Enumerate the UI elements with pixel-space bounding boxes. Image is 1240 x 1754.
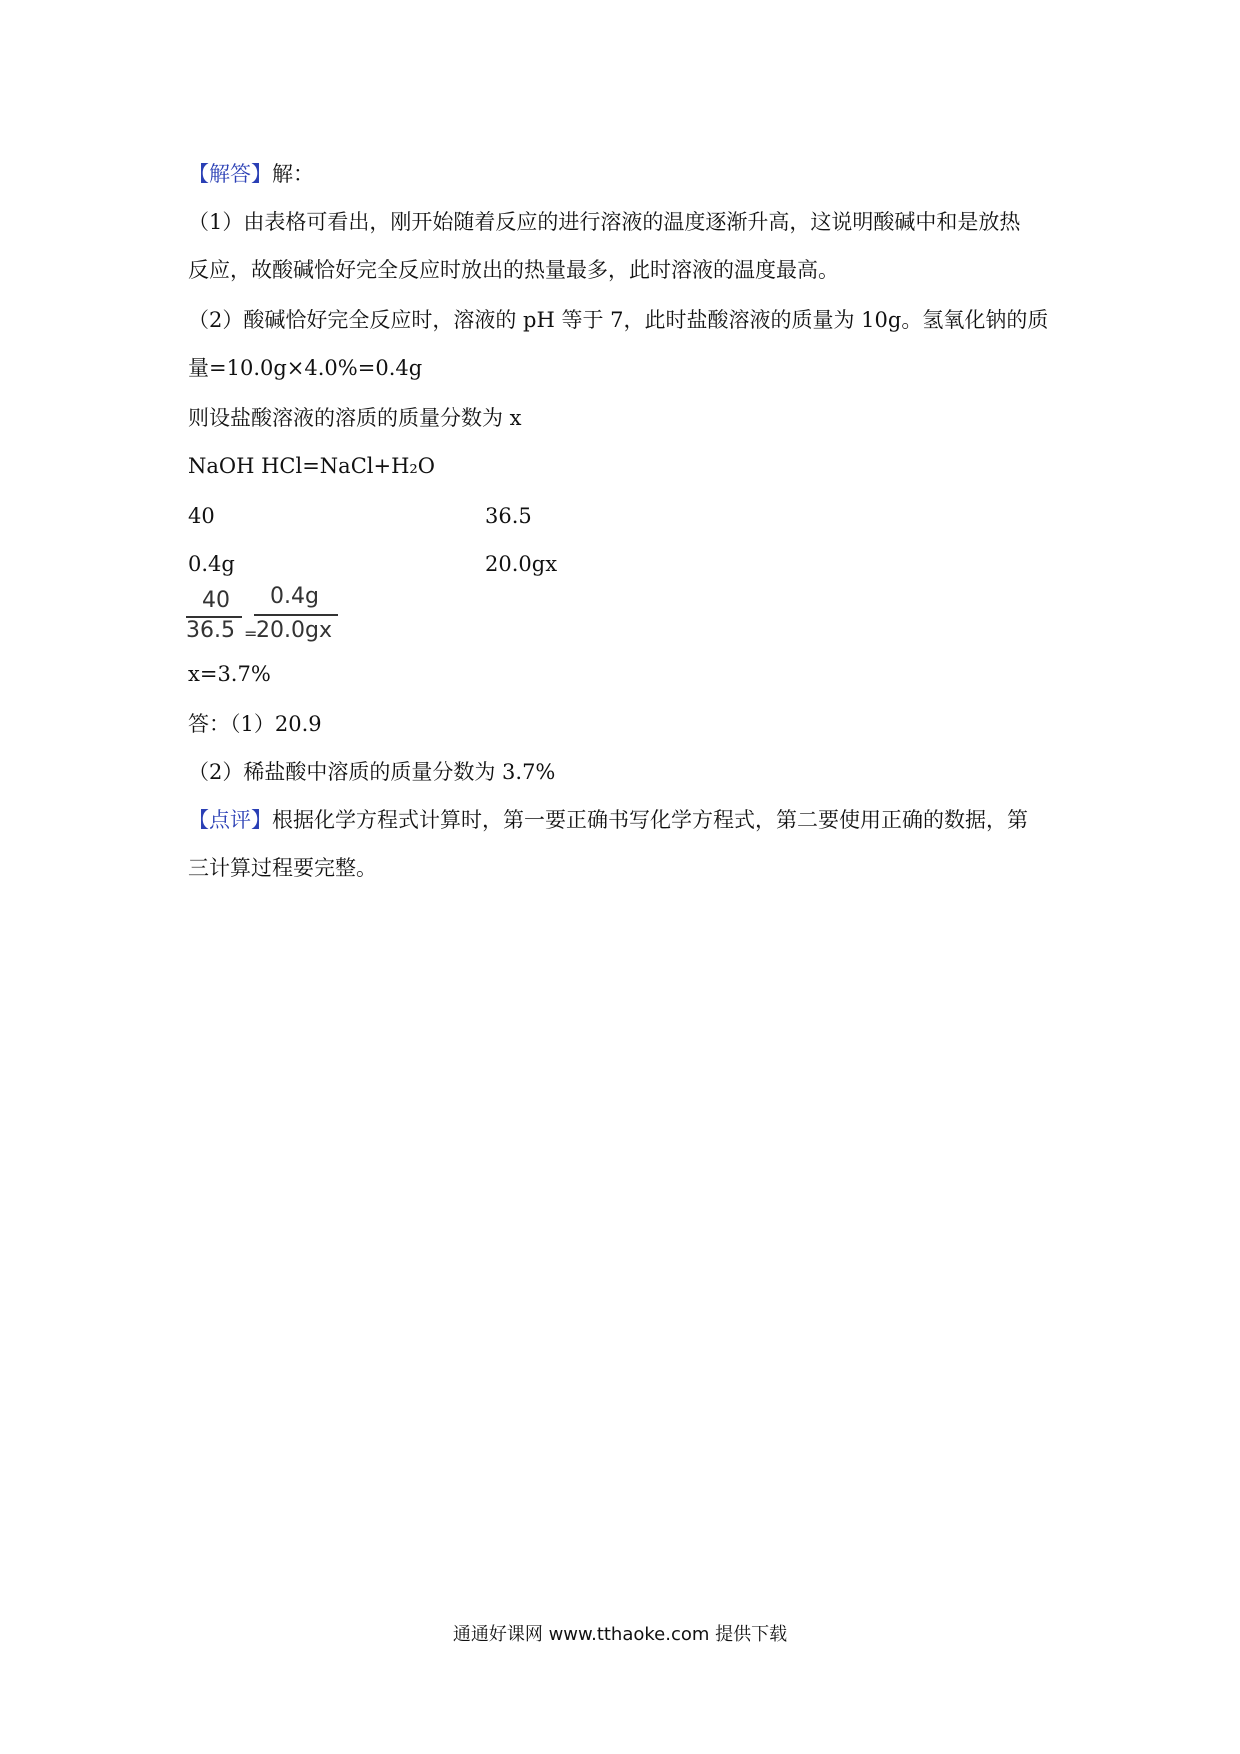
- fraction-numerator-right: 0.4g: [270, 584, 319, 609]
- answer-part1-line2: 反应，故酸碱恰好完全反应时放出的热量最多，此时溶液的温度最高。: [188, 258, 839, 282]
- fraction-numerator-left: 40: [202, 588, 230, 613]
- comment-line-1-text: 根据化学方程式计算时，第一要正确书写化学方程式，第二要使用正确的数据，第: [272, 808, 1028, 832]
- answer-part1-line1: （1）由表格可看出，刚开始随着反应的进行溶液的温度逐渐升高，这说明酸碱中和是放热: [188, 210, 1021, 234]
- mass-values-row: [188, 550, 558, 578]
- footer-text: 通通好课网 www.tthaoke.com 提供下载: [452, 1624, 788, 1645]
- answer-heading: [188, 160, 314, 188]
- result-line: x=3.7%: [188, 662, 271, 686]
- fraction-equals-sign: =: [244, 624, 258, 643]
- answer-part2-line1: （2）酸碱恰好完全反应时，溶液的 pH 等于 7，此时盐酸溶液的质量为 10g。氢氧化钠的质: [188, 308, 1049, 332]
- proportion-fraction: [186, 584, 346, 648]
- chemical-equation: NaOH HCl=NaCl+H₂O: [188, 454, 436, 478]
- mass-value-naoh: 0.4g: [188, 552, 235, 576]
- mass-value-hcl: 20.0gx: [485, 552, 558, 576]
- fraction-bar-right: [254, 614, 338, 616]
- answer-tag: 【解答】: [188, 162, 272, 186]
- comment-tag: 【点评】: [188, 808, 272, 832]
- fraction-denominator-right: 20.0gx: [256, 618, 332, 643]
- molar-mass-hcl: 36.5: [485, 504, 532, 528]
- molar-mass-naoh: 40: [188, 504, 215, 528]
- set-variable-line: 则设盐酸溶液的溶质的质量分数为 x: [188, 406, 522, 430]
- molar-mass-row: [188, 502, 532, 530]
- reply-line-2: （2）稀盐酸中溶质的质量分数为 3.7%: [188, 760, 556, 784]
- fraction-denominator-left: 36.5: [186, 618, 235, 643]
- answer-heading-tail: 解：: [272, 162, 314, 186]
- comment-line-2: 三计算过程要完整。: [188, 856, 377, 880]
- answer-part2-line2: 量=10.0g×4.0%=0.4g: [188, 356, 423, 380]
- comment-line-1: [188, 806, 1028, 834]
- reply-line-1: 答：（1）20.9: [188, 712, 322, 736]
